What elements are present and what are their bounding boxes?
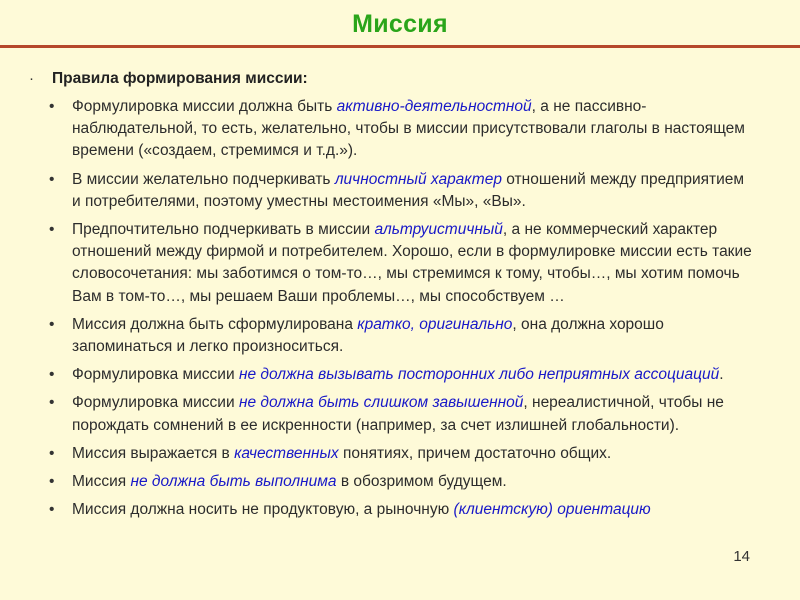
- rule-text-segment: , она должна хорошо запоминаться и легко произноситься.: [72, 315, 664, 356]
- emphasized-text: личностный характер: [334, 170, 502, 188]
- bullet-icon: •: [49, 501, 55, 519]
- rule-text: [72, 316, 664, 355]
- rule-text-segment: Миссия должна быть сформулирована: [72, 315, 358, 333]
- rule-text-segment: , а не пассивно-наблюдательной, то есть, желательно, чтобы в миссии присутствовали глаголы в настоящем времени («создаем, стремимся и т.д.»).: [72, 98, 745, 160]
- rule-text-segment: отношений между предприятием и потребителями, поэтому уместны местоимения «Мы», «Вы».: [72, 170, 745, 210]
- emphasized-text: кратко, оригинально: [357, 315, 513, 333]
- rule-text: [72, 473, 507, 490]
- rule-text-segment: Формулировка миссии: [72, 366, 239, 384]
- rule-text-segment: понятиях, причем достаточно общих.: [338, 444, 612, 462]
- rule-item: [0, 392, 800, 436]
- emphasized-text: (клиентскую) ориентацию: [453, 501, 651, 519]
- rule-text-segment: Формулировка миссии должна быть: [72, 98, 337, 115]
- rule-text: [72, 366, 724, 383]
- bullet-icon: •: [49, 98, 55, 115]
- rule-text-segment: , а не коммерческий характер отношений между фирмой и потребителем. Хорошо, если в формулировке миссии есть такие словосочетания: мы заботимся о том-то…, мы стремимся к тому, чтобы…, мы хотим помочь Вам в том-то…, мы решаем Ваши проблемы…, мы способствуем …: [72, 221, 752, 305]
- rule-text-segment: .: [719, 366, 724, 384]
- rules-list: [0, 96, 800, 527]
- emphasized-text: не должна быть выполнима: [130, 473, 337, 491]
- bullet-icon: •: [49, 221, 55, 239]
- rule-text-segment: Миссия выражается в: [72, 444, 235, 462]
- rule-text: [72, 445, 611, 462]
- rule-item: [0, 219, 800, 308]
- rule-text-segment: в обозримом будущем.: [336, 473, 507, 491]
- rule-text-segment: Миссия: [72, 473, 131, 491]
- emphasized-text: активно-деятельностной: [336, 98, 532, 115]
- rule-item: [0, 499, 800, 521]
- empty-bullet: ·: [29, 70, 34, 87]
- rule-text: [72, 98, 745, 159]
- rule-item: [0, 471, 800, 493]
- bullet-icon: •: [49, 315, 55, 333]
- rule-text-segment: Формулировка миссии: [72, 394, 239, 412]
- rules-heading: Правила формирования миссии:: [52, 70, 308, 87]
- rule-item: [0, 443, 800, 465]
- bullet-icon: •: [49, 170, 55, 188]
- rule-text-segment: Миссия должна носить не продуктовую, а рыночную: [72, 501, 454, 519]
- emphasized-text: качественных: [234, 444, 339, 462]
- emphasized-text: не должна быть слишком завышенной: [238, 394, 524, 412]
- bullet-icon: •: [49, 473, 55, 491]
- emphasized-text: не должна вызывать посторонних либо неприятных ассоциаций: [238, 366, 720, 384]
- page-number: 14: [733, 548, 750, 565]
- title-divider: [0, 45, 800, 48]
- slide-title: Миссия: [352, 10, 448, 38]
- rule-item: [0, 314, 800, 358]
- rule-item: [0, 169, 800, 213]
- rule-text-segment: , нереалистичной, чтобы не порождать сомнений в ее искренности (например, за счет излишней глобальности).: [72, 394, 724, 434]
- rule-text: [72, 171, 744, 210]
- rule-text-segment: В миссии желательно подчеркивать: [72, 170, 335, 188]
- bullet-icon: •: [49, 444, 55, 462]
- emphasized-text: альтруистичный: [374, 221, 503, 239]
- bullet-icon: •: [49, 366, 55, 384]
- bullet-icon: •: [49, 394, 55, 412]
- rule-item: [0, 364, 800, 386]
- rule-text: [72, 501, 651, 518]
- rule-text: [72, 394, 724, 433]
- rule-item: [0, 96, 800, 163]
- rule-text-segment: Предпочтительно подчеркивать в миссии: [72, 221, 375, 239]
- rule-text: [72, 221, 752, 305]
